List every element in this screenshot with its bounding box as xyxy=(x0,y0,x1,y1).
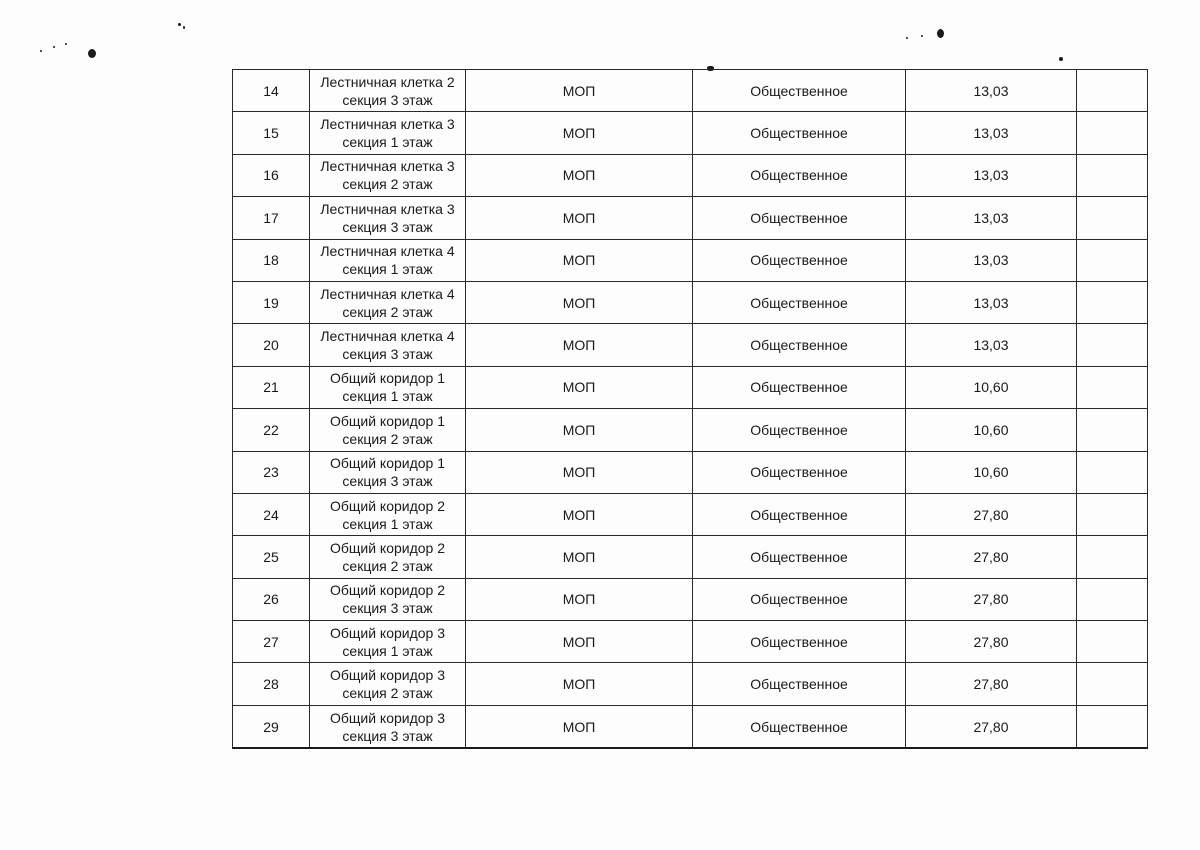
row-number-cell: 28 xyxy=(233,663,310,705)
scan-speck xyxy=(921,35,923,37)
premise-type-cell: МОП xyxy=(466,154,693,196)
row-number-cell: 23 xyxy=(233,451,310,493)
scan-speck xyxy=(1059,57,1063,61)
premise-area-cell: 27,80 xyxy=(906,621,1077,663)
premise-name-line-2: секция 1 этаж xyxy=(342,515,433,532)
row-number-cell: 26 xyxy=(233,578,310,620)
premise-name-line-2: секция 2 этаж xyxy=(342,176,433,193)
row-number-cell: 15 xyxy=(233,112,310,154)
premise-name-line-2: секция 2 этаж xyxy=(342,303,433,320)
premise-name-line-2: секция 2 этаж xyxy=(342,557,433,574)
premise-area-cell: 27,80 xyxy=(906,578,1077,620)
premise-purpose-cell: Общественное xyxy=(693,705,906,748)
premise-area-cell: 13,03 xyxy=(906,197,1077,239)
premise-type-cell: МОП xyxy=(466,621,693,663)
premise-area-cell: 13,03 xyxy=(906,112,1077,154)
row-number-cell: 17 xyxy=(233,197,310,239)
premise-type-cell: МОП xyxy=(466,197,693,239)
premise-name-line-1: Общий коридор 1 xyxy=(329,455,446,472)
premise-name-line-1: Лестничная клетка 3 xyxy=(320,158,455,175)
premise-purpose-cell: Общественное xyxy=(693,197,906,239)
premise-purpose-cell: Общественное xyxy=(693,578,906,620)
premises-table-body xyxy=(233,70,1148,749)
scan-speck xyxy=(88,49,96,58)
table-row xyxy=(233,663,1148,705)
empty-cell xyxy=(1077,154,1148,196)
scan-speck xyxy=(40,50,42,52)
premise-name-line-1: Лестничная клетка 2 xyxy=(320,73,455,90)
premise-name-line-1: Лестничная клетка 3 xyxy=(320,200,455,217)
empty-cell xyxy=(1077,70,1148,112)
premise-name-cell xyxy=(310,705,466,748)
empty-cell xyxy=(1077,578,1148,620)
premise-name-cell xyxy=(310,366,466,408)
premise-purpose-cell: Общественное xyxy=(693,409,906,451)
premise-type-cell: МОП xyxy=(466,451,693,493)
premise-name-line-1: Лестничная клетка 4 xyxy=(320,243,455,260)
table-row xyxy=(233,409,1148,451)
premise-purpose-cell: Общественное xyxy=(693,621,906,663)
premise-name-line-2: секция 3 этаж xyxy=(342,727,433,744)
premise-type-cell: МОП xyxy=(466,70,693,112)
empty-cell xyxy=(1077,112,1148,154)
empty-cell xyxy=(1077,281,1148,323)
premise-area-cell: 13,03 xyxy=(906,324,1077,366)
premise-name-cell xyxy=(310,663,466,705)
premise-type-cell: МОП xyxy=(466,705,693,748)
premise-type-cell: МОП xyxy=(466,281,693,323)
premise-name-line-1: Общий коридор 3 xyxy=(329,624,446,641)
premise-type-cell: МОП xyxy=(466,578,693,620)
empty-cell xyxy=(1077,663,1148,705)
premise-name-line-1: Общий коридор 2 xyxy=(329,539,446,556)
premise-area-cell: 10,60 xyxy=(906,451,1077,493)
empty-cell xyxy=(1077,621,1148,663)
empty-cell xyxy=(1077,366,1148,408)
premise-area-cell: 13,03 xyxy=(906,239,1077,281)
row-number-cell: 29 xyxy=(233,705,310,748)
row-number-cell: 16 xyxy=(233,154,310,196)
premise-purpose-cell: Общественное xyxy=(693,281,906,323)
empty-cell xyxy=(1077,705,1148,748)
table-row xyxy=(233,621,1148,663)
table-row xyxy=(233,112,1148,154)
table-row xyxy=(233,366,1148,408)
premise-name-cell xyxy=(310,578,466,620)
premise-name-line-2: секция 1 этаж xyxy=(342,134,433,151)
premise-name-line-1: Общий коридор 2 xyxy=(329,497,446,514)
premise-name-line-2: секция 2 этаж xyxy=(342,430,433,447)
premise-name-cell xyxy=(310,409,466,451)
row-number-cell: 27 xyxy=(233,621,310,663)
premise-purpose-cell: Общественное xyxy=(693,366,906,408)
table-row xyxy=(233,493,1148,535)
premise-name-line-1: Общий коридор 3 xyxy=(329,709,446,726)
row-number-cell: 14 xyxy=(233,70,310,112)
premise-name-cell xyxy=(310,621,466,663)
premise-purpose-cell: Общественное xyxy=(693,112,906,154)
premise-area-cell: 13,03 xyxy=(906,70,1077,112)
premise-name-line-2: секция 1 этаж xyxy=(342,642,433,659)
premises-table xyxy=(232,69,1148,749)
table-row xyxy=(233,239,1148,281)
premise-type-cell: МОП xyxy=(466,663,693,705)
premise-type-cell: МОП xyxy=(466,112,693,154)
premise-name-line-2: секция 3 этаж xyxy=(342,218,433,235)
scan-speck xyxy=(906,37,908,39)
premise-name-line-1: Общий коридор 3 xyxy=(329,667,446,684)
row-number-cell: 24 xyxy=(233,493,310,535)
row-number-cell: 21 xyxy=(233,366,310,408)
empty-cell xyxy=(1077,493,1148,535)
empty-cell xyxy=(1077,239,1148,281)
table-row xyxy=(233,578,1148,620)
table-row xyxy=(233,281,1148,323)
premise-area-cell: 13,03 xyxy=(906,281,1077,323)
premise-type-cell: МОП xyxy=(466,324,693,366)
premise-purpose-cell: Общественное xyxy=(693,239,906,281)
premise-area-cell: 27,80 xyxy=(906,536,1077,578)
scan-speck xyxy=(65,43,67,45)
premise-name-line-2: секция 1 этаж xyxy=(342,261,433,278)
premise-purpose-cell: Общественное xyxy=(693,536,906,578)
premise-type-cell: МОП xyxy=(466,366,693,408)
table-row xyxy=(233,197,1148,239)
premise-area-cell: 10,60 xyxy=(906,366,1077,408)
premise-name-cell xyxy=(310,536,466,578)
scan-speck xyxy=(53,46,55,48)
premise-purpose-cell: Общественное xyxy=(693,663,906,705)
premise-name-line-2: секция 3 этаж xyxy=(342,600,433,617)
premise-name-cell xyxy=(310,154,466,196)
empty-cell xyxy=(1077,324,1148,366)
premise-name-cell xyxy=(310,112,466,154)
row-number-cell: 25 xyxy=(233,536,310,578)
empty-cell xyxy=(1077,451,1148,493)
premise-name-line-1: Общий коридор 2 xyxy=(329,582,446,599)
premise-name-line-2: секция 3 этаж xyxy=(342,473,433,490)
premise-type-cell: МОП xyxy=(466,409,693,451)
premise-name-line-2: секция 1 этаж xyxy=(342,388,433,405)
premise-name-line-2: секция 2 этаж xyxy=(342,685,433,702)
premise-name-cell xyxy=(310,70,466,112)
row-number-cell: 19 xyxy=(233,281,310,323)
premise-name-line-1: Лестничная клетка 4 xyxy=(320,328,455,345)
premise-area-cell: 13,03 xyxy=(906,154,1077,196)
premise-purpose-cell: Общественное xyxy=(693,154,906,196)
premise-name-line-1: Лестничная клетка 4 xyxy=(320,285,455,302)
premise-name-line-2: секция 3 этаж xyxy=(342,346,433,363)
premise-name-cell xyxy=(310,451,466,493)
premise-purpose-cell: Общественное xyxy=(693,493,906,535)
row-number-cell: 18 xyxy=(233,239,310,281)
premise-type-cell: МОП xyxy=(466,536,693,578)
premise-name-cell xyxy=(310,324,466,366)
premise-name-line-2: секция 3 этаж xyxy=(342,91,433,108)
table-row xyxy=(233,154,1148,196)
table-row xyxy=(233,70,1148,112)
premise-name-line-1: Лестничная клетка 3 xyxy=(320,116,455,133)
premise-name-cell xyxy=(310,281,466,323)
empty-cell xyxy=(1077,536,1148,578)
premise-name-cell xyxy=(310,197,466,239)
premise-name-line-1: Общий коридор 1 xyxy=(329,412,446,429)
row-number-cell: 20 xyxy=(233,324,310,366)
scan-speck xyxy=(937,29,944,38)
premise-area-cell: 27,80 xyxy=(906,663,1077,705)
scan-speck xyxy=(183,26,185,29)
premise-area-cell: 27,80 xyxy=(906,493,1077,535)
premise-name-cell xyxy=(310,493,466,535)
table-row xyxy=(233,536,1148,578)
premise-area-cell: 10,60 xyxy=(906,409,1077,451)
row-number-cell: 22 xyxy=(233,409,310,451)
premise-name-cell xyxy=(310,239,466,281)
table-row xyxy=(233,451,1148,493)
premise-type-cell: МОП xyxy=(466,493,693,535)
empty-cell xyxy=(1077,409,1148,451)
premise-purpose-cell: Общественное xyxy=(693,451,906,493)
premise-area-cell: 27,80 xyxy=(906,705,1077,748)
scan-speck xyxy=(178,23,181,26)
empty-cell xyxy=(1077,197,1148,239)
premise-name-line-1: Общий коридор 1 xyxy=(329,370,446,387)
premise-purpose-cell: Общественное xyxy=(693,324,906,366)
table-row xyxy=(233,324,1148,366)
premise-type-cell: МОП xyxy=(466,239,693,281)
premise-purpose-cell: Общественное xyxy=(693,70,906,112)
table-row xyxy=(233,705,1148,748)
